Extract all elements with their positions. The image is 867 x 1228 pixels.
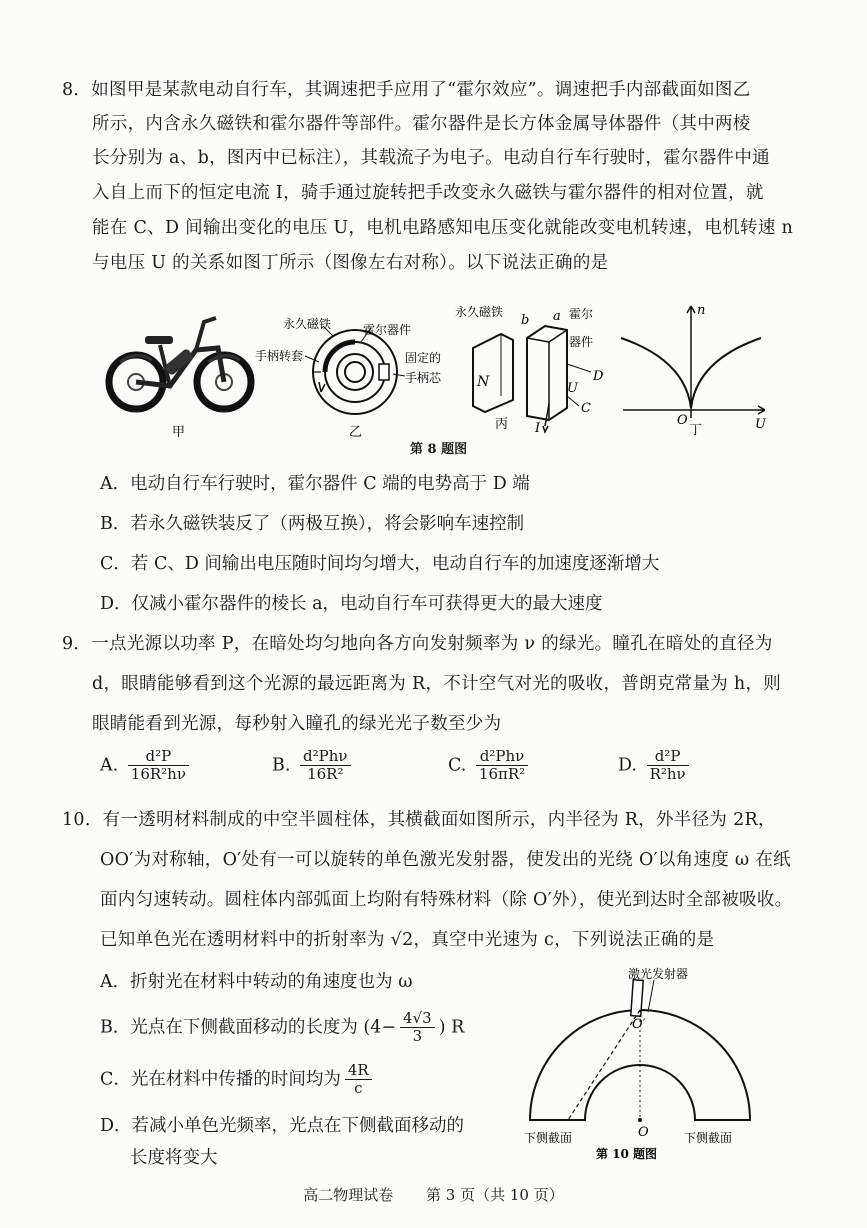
q8-option-a: A．电动自行车行驶时，霍尔器件 C 端的电势高于 D 端 [100,474,530,494]
q9-line-3: 眼睛能看到光源，每秒射入瞳孔的绿光光子数至少为 [92,714,502,734]
fig10-O-prime-label: O′ [632,1017,646,1032]
fig-bing-I-label: I [535,421,541,436]
q8-option-c: C．若 C、D 间输出电压随时间均匀增大，电动自行车的加速度逐渐增大 [100,554,660,574]
q9-option-c: C. $\frac{\text{d²Phν}}{\text{16πR²}}$ [448,748,532,784]
q10-option-c: C．光在材料中传播的时间均为 $\frac{4R}{c}$ [100,1062,376,1098]
figure-yi-cross-section [255,312,450,452]
figure-10-caption: 第 10 题图 [596,1147,658,1161]
q9-b-denominator: 16R² [307,765,344,784]
q9-line-2: d，眼睛能够看到这个光源的最远距离为 R，不计空气对光的吸收，普朗克常量为 h，则 [92,674,782,694]
fig-yi-label: 乙 [349,425,363,440]
fig-jia-label: 甲 [172,425,186,440]
fig-ding-label: 丁 [689,423,703,435]
q9-a-numerator: d²P [128,748,189,766]
q9-c-numerator: d²Phν [476,748,528,766]
fig-bing-hall-label-2: 器件 [569,335,594,349]
fig-bing-N-label: N [477,374,490,390]
fig-bing-D-label: D [593,369,604,384]
figure-8-caption: 第 8 题图 [410,442,468,457]
figure-bing-hall-element [455,300,615,440]
q10-option-d-line-1: D．若减小单色光频率，光点在下侧截面移动的 [100,1116,465,1136]
footer-title: 高二物理试卷 [303,1186,394,1204]
fig-bing-a-label: a [553,309,561,324]
q9-d-denominator: R²hν [649,765,686,784]
q9-option-d: D. $\frac{\text{d²P}}{\text{R²hν}}$ [618,748,693,784]
q8-option-b: B．若永久磁铁装反了（两极互换），将会影响车速控制 [100,514,525,534]
fig-ding-O-label: O [677,413,688,428]
q9-a-denominator: 16R²hν [130,765,186,784]
q10-line-4: 已知单色光在透明材料中的折射率为 √2，真空中光速为 c，下列说法正确的是 [100,930,715,950]
q8-line-1: 8．如图甲是某款电动自行车，其调速把手应用了“霍尔效应”。调速把手内部截面如图乙 [62,80,751,100]
q8-option-d: D．仅减小霍尔器件的棱长 a，电动自行车可获得更大的最大速度 [100,594,603,614]
fig-yi-magnet-label: 永久磁铁 [283,317,332,331]
q10-line-3: 面内匀速转动。圆柱体内部弧面上均附有特殊材料（除 O′外），使光到达时全部被吸收。 [100,890,793,910]
q8-line-2: 所示，内含永久磁铁和霍尔器件等部件。霍尔器件是长方体金属导体器件（其中两棱 [92,114,751,134]
figure-jia-bicycle [100,300,260,440]
fig10-right-cut-label: 下侧截面 [684,1131,733,1145]
q8-line-4: 入自上而下的恒定电流 I，骑手通过旋转把手改变永久磁铁与霍尔器件的相对位置，就 [92,183,764,203]
q9-d-numerator: d²P [647,748,689,766]
q8-line-3: 长分别为 a、b，图丙中已标注），其载流子为电子。电动自行车行驶时，霍尔器件中通 [92,148,770,168]
fig-bing-C-label: C [581,401,591,416]
fig-ding-U-label: U [755,417,766,432]
q9-c-denominator: 16πR² [478,765,526,784]
q9-b-numerator: d²Phν [300,748,351,766]
q9-option-b: B. $\frac{\text{d²Phν}}{\text{16R²}}$ [272,748,355,784]
fig-yi-fixed-label-2: 手柄芯 [405,371,442,385]
fig-yi-fixed-label-1: 固定的 [405,351,442,365]
footer-page-number: 第 3 页（共 10 页） [426,1186,564,1204]
q8-line-5: 能在 C、D 间输出变化的电压 U，电机电路感知电压变化就能改变电机转速，电机转速 n [92,218,794,238]
page-footer [0,1184,867,1205]
fig-bing-label: 丙 [495,417,509,432]
fig10-O-label: O [638,1125,649,1140]
fig-bing-U-label: U [567,381,578,396]
q10-option-a: A．折射光在材料中转动的角速度也为 ω [100,972,413,992]
q8-line-6: 与电压 U 的关系如图丁所示（图像左右对称）。以下说法正确的是 [92,253,609,273]
figure-ding-graph [615,300,775,435]
q9-line-1: 9．一点光源以功率 P，在暗处均匀地向各方向发射频率为 ν 的绿光。瞳孔在暗处的直径为 [62,634,773,654]
q10-option-d-line-2: 长度将变大 [130,1148,218,1168]
q10-option-b: B．光点在下侧截面移动的长度为 (4− $\frac{4√3}{3}$ ) R [100,1009,465,1046]
q10-line-1: 10．有一透明材料制成的中空半圆柱体，其横截面如图所示，内半径为 R，外半径为 2R， [62,810,776,830]
q10-line-2: OO′为对称轴，O′处有一可以旋转的单色激光发射器，使发出的光绕 O′以角速度 ω 在纸 [100,850,791,870]
fig10-laser-label: 激光发射器 [628,967,689,981]
fig10-left-cut-label: 下侧截面 [524,1131,573,1145]
fig-bing-hall-label-1: 霍尔 [569,307,594,321]
fig-yi-hall-label: 霍尔器件 [363,323,412,337]
q9-option-a: A. $\frac{\text{d²P}}{\text{16R²hν}}$ [100,748,193,784]
fig-bing-magnet-label: 永久磁铁 [455,305,504,319]
fig-yi-sleeve-label: 手柄转套 [255,349,304,363]
fig-bing-b-label: b [521,313,530,328]
fig-ding-n-label: n [697,303,706,318]
figure-10-half-cylinder [520,960,780,1165]
